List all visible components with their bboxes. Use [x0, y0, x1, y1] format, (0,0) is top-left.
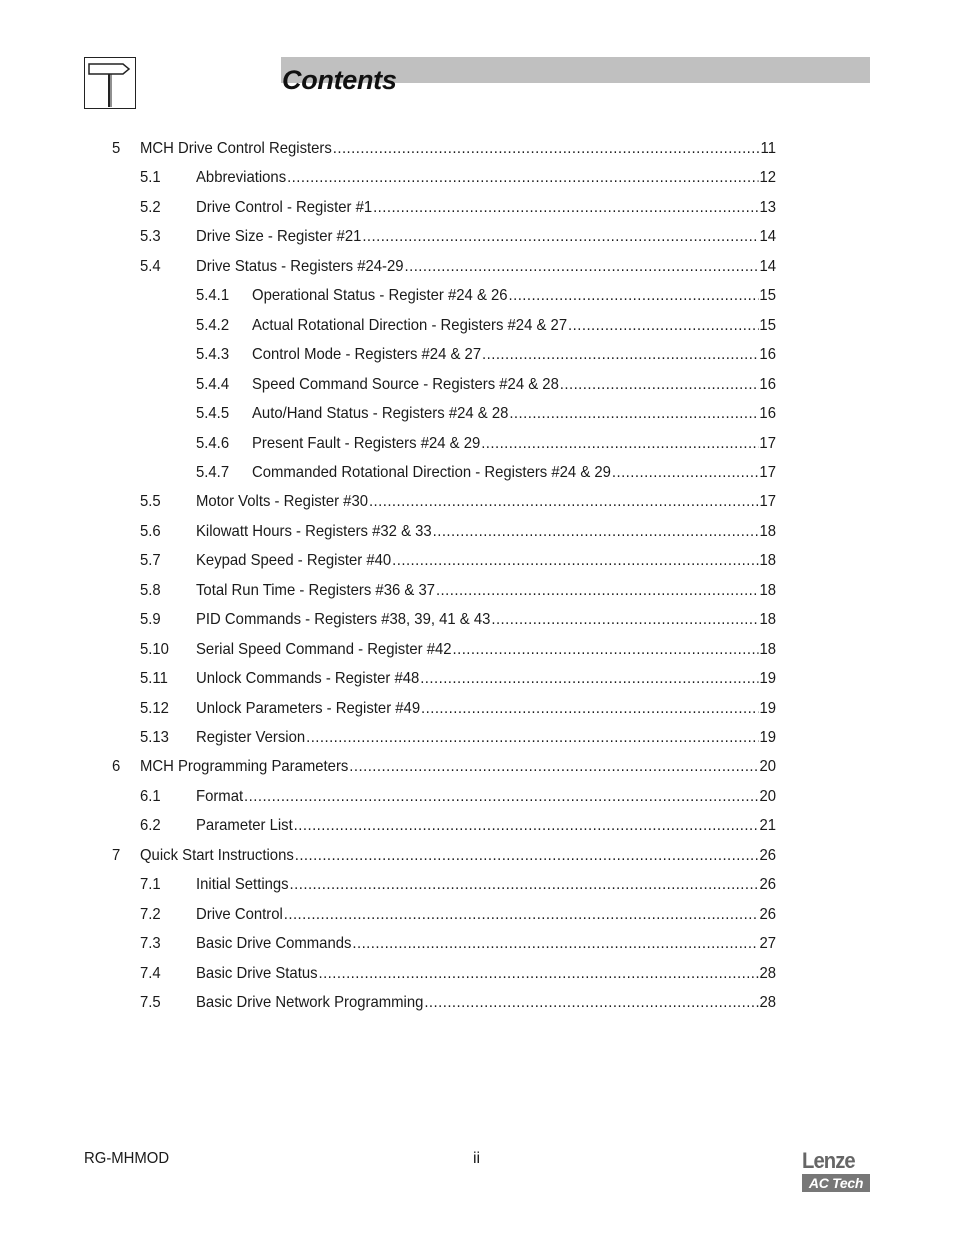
toc-entry-label: Drive Status - Registers #24-29 — [195, 257, 404, 275]
toc-entry[interactable] — [196, 374, 776, 396]
toc-entry-label: MCH Programming Parameters — [139, 758, 349, 776]
toc-entry[interactable] — [140, 491, 776, 513]
toc-leader-dots — [482, 344, 758, 366]
toc-entry-page: 28 — [759, 994, 776, 1012]
toc-entry[interactable] — [140, 197, 776, 219]
toc-entry-number: 5.5 — [140, 493, 161, 511]
toc-leader-dots — [284, 904, 759, 926]
toc-leader-dots — [318, 963, 758, 985]
page-title: Contents — [282, 65, 397, 95]
toc-leader-dots — [433, 521, 759, 543]
toc-entry-label: Drive Size - Register #21 — [195, 228, 362, 246]
toc-entry-page: 19 — [759, 729, 776, 746]
toc-entry-number: 5.7 — [140, 552, 161, 570]
toc-leader-dots — [287, 167, 758, 189]
toc-entry-page: 16 — [759, 346, 776, 364]
toc-entry-page: 21 — [759, 817, 776, 835]
toc-leader-dots — [509, 285, 759, 307]
toc-leader-dots — [509, 403, 758, 425]
toc-entry-page: 16 — [759, 405, 776, 423]
toc-entry-number: 5.8 — [140, 581, 161, 599]
toc-entry-number: 7.5 — [140, 994, 161, 1012]
toc-entry-page: 28 — [759, 964, 776, 982]
toc-entry-number: 5.9 — [140, 611, 161, 629]
toc-entry-label: Basic Drive Commands — [195, 935, 352, 953]
toc-entry-page: 17 — [759, 493, 776, 511]
toc-entry-page: 18 — [759, 522, 776, 540]
toc-entry-label: Total Run Time - Registers #36 & 37 — [195, 581, 436, 599]
toc-entry-page: 18 — [759, 552, 776, 570]
toc-entry-label: Quick Start Instructions — [139, 846, 294, 864]
toc-entry-label: PID Commands - Registers #38, 39, 41 & 43 — [195, 611, 491, 629]
toc-entry[interactable] — [140, 727, 776, 749]
toc-entry-label: Keypad Speed - Register #40 — [195, 552, 392, 570]
toc-entry-page: 14 — [759, 228, 776, 246]
toc-entry[interactable] — [140, 874, 776, 896]
toc-entry-page: 17 — [759, 463, 776, 481]
toc-entry[interactable] — [196, 403, 776, 425]
toc-leader-dots — [294, 815, 759, 837]
logo-lenze-text: Lenze — [802, 1148, 855, 1173]
toc-entry[interactable] — [140, 786, 776, 808]
toc-entry-label: Actual Rotational Direction - Registers #24 & 27 — [251, 316, 568, 334]
toc-entry-number: 6.2 — [140, 817, 161, 835]
toc-entry-page: 18 — [759, 640, 776, 658]
toc-entry-page: 15 — [759, 287, 776, 305]
toc-entry-label: Speed Command Source - Registers #24 & 28 — [251, 375, 559, 393]
toc-entry-number: 5.4.2 — [196, 316, 230, 334]
toc-leader-dots — [491, 609, 758, 631]
toc-entry-page: 15 — [759, 316, 776, 334]
toc-leader-dots — [290, 874, 759, 896]
footer-doc-id: RG-MHMOD — [84, 1150, 170, 1167]
toc-entry-label: Control Mode - Registers #24 & 27 — [251, 346, 482, 364]
toc-leader-dots — [612, 462, 759, 484]
toc-entry-number: 5.1 — [140, 169, 161, 187]
toc-entry-number: 5.4.4 — [196, 375, 230, 393]
toc-entry-number: 5.4.1 — [196, 287, 230, 305]
toc-entry-number: 5.4.7 — [196, 463, 230, 481]
toc-entry[interactable] — [140, 226, 776, 248]
toc-entry-number: 5.4 — [140, 257, 161, 275]
toc-entry-page: 27 — [759, 935, 776, 953]
toc-entry-page: 26 — [759, 846, 776, 864]
toc-leader-dots — [392, 550, 758, 572]
toc-entry[interactable] — [196, 344, 776, 366]
toc-leader-dots — [362, 226, 758, 248]
footer-page-number: ii — [473, 1150, 481, 1167]
toc-entry[interactable] — [140, 580, 776, 602]
toc-entry[interactable] — [140, 167, 776, 189]
toc-entry-number: 5.6 — [140, 522, 161, 540]
toc-entry-page: 19 — [759, 699, 776, 717]
toc-entry-label: Kilowatt Hours - Registers #32 & 33 — [195, 522, 432, 540]
logo-actech-text: AC Tech — [802, 1174, 870, 1192]
toc-entry[interactable] — [112, 845, 776, 867]
toc-leader-dots — [560, 374, 759, 396]
toc-entry-number: 5.4.6 — [196, 434, 230, 452]
toc-entry-number: 7.4 — [140, 964, 161, 982]
toc-entry-label: Operational Status - Register #24 & 26 — [251, 287, 508, 305]
toc-entry[interactable] — [196, 433, 776, 455]
toc-entry-number: 5 — [112, 140, 121, 157]
toc-entry-number: 6 — [112, 758, 121, 776]
toc-entry[interactable] — [196, 285, 776, 307]
toc-entry-number: 5.10 — [140, 640, 169, 658]
toc-leader-dots — [404, 256, 758, 278]
toc-leader-dots — [373, 197, 758, 219]
toc-entry[interactable] — [140, 668, 776, 690]
toc-entry-number: 7.1 — [140, 876, 161, 894]
toc-entry-number: 5.2 — [140, 198, 161, 216]
toc-entry-page: 26 — [759, 876, 776, 894]
toc-entry-label: Unlock Parameters - Register #49 — [195, 699, 421, 717]
toc-entry-label: Drive Control — [195, 905, 283, 923]
toc-entry[interactable] — [140, 933, 776, 955]
toc-entry[interactable] — [140, 992, 776, 1014]
toc-entry-number: 7 — [112, 846, 121, 864]
toc-entry-label: Abbreviations — [195, 169, 287, 187]
toc-leader-dots — [452, 639, 758, 661]
toc-leader-dots — [436, 580, 759, 602]
toc-entry-label: MCH Drive Control Registers — [139, 140, 332, 157]
toc-entry-page: 19 — [759, 670, 776, 688]
toc-entry-page: 16 — [759, 375, 776, 393]
toc-entry-label: Drive Control - Register #1 — [195, 198, 373, 216]
toc-entry-page: 18 — [759, 581, 776, 599]
toc-leader-dots — [333, 138, 760, 160]
toc-entry[interactable] — [140, 698, 776, 720]
toc-leader-dots — [421, 698, 758, 720]
toc-entry-number: 7.3 — [140, 935, 161, 953]
toc-entry-number: 6.1 — [140, 787, 161, 805]
toc-entry[interactable] — [196, 315, 776, 337]
toc-entry[interactable] — [196, 462, 776, 484]
toc-entry[interactable] — [140, 815, 776, 837]
toc-entry-page: 18 — [759, 611, 776, 629]
toc-entry-page: 13 — [759, 198, 776, 216]
toc-entry-number: 7.2 — [140, 905, 161, 923]
toc-entry-number: 5.13 — [140, 729, 169, 746]
toc-entry[interactable] — [140, 609, 776, 631]
toc-entry-number: 5.12 — [140, 699, 169, 717]
toc-leader-dots — [244, 786, 758, 808]
toc-entry-page: 11 — [760, 140, 776, 157]
toc-leader-dots — [424, 992, 758, 1014]
toc-entry-number: 5.3 — [140, 228, 161, 246]
toc-entry-page: 26 — [759, 905, 776, 923]
toc-leader-dots — [420, 668, 758, 690]
toc-entry-label: Basic Drive Network Programming — [195, 994, 424, 1012]
toc-entry-label: Basic Drive Status — [195, 964, 318, 982]
toc-entry[interactable] — [140, 521, 776, 543]
toc-entry-page: 14 — [759, 257, 776, 275]
toc-entry-label: Parameter List — [195, 817, 293, 835]
toc-entry[interactable] — [140, 963, 776, 985]
toc-entry-number: 5.4.5 — [196, 405, 230, 423]
toc-leader-dots — [295, 845, 759, 867]
toc-entry[interactable] — [140, 256, 776, 278]
toc-leader-dots — [369, 491, 759, 513]
toc-leader-dots — [349, 756, 758, 778]
toc-entry-number: 5.4.3 — [196, 346, 230, 364]
toc-entry[interactable] — [140, 639, 776, 661]
toc-entry-label: Unlock Commands - Register #48 — [195, 670, 420, 688]
toc-entry-label: Motor Volts - Register #30 — [195, 493, 369, 511]
toc-entry-page: 17 — [759, 434, 776, 452]
toc-entry-label: Serial Speed Command - Register #42 — [195, 640, 452, 658]
toc-entry-label: Commanded Rotational Direction - Registers #24 & 29 — [251, 463, 611, 481]
toc-entry-page: 20 — [759, 758, 776, 776]
toc-entry-label: Present Fault - Registers #24 & 29 — [251, 434, 481, 452]
lenze-ac-tech-logo — [802, 1150, 870, 1192]
toc-leader-dots — [352, 933, 758, 955]
toc-entry-label: Register Version — [195, 729, 306, 746]
toc-entry[interactable] — [112, 138, 776, 160]
toc-entry-label: Format — [195, 787, 244, 805]
toc-entry-number: 5.11 — [140, 670, 168, 688]
toc-entry-label: Auto/Hand Status - Registers #24 & 28 — [251, 405, 509, 423]
toc-entry-label: Initial Settings — [195, 876, 289, 894]
toc-leader-dots — [568, 315, 758, 337]
toc-entry-page: 12 — [759, 169, 776, 187]
toc-entry[interactable] — [140, 904, 776, 926]
toc-entry[interactable] — [140, 550, 776, 572]
toc-entry[interactable] — [112, 756, 776, 778]
toc-entry-page: 20 — [759, 787, 776, 805]
toc-leader-dots — [306, 727, 758, 749]
toc-leader-dots — [481, 433, 758, 455]
